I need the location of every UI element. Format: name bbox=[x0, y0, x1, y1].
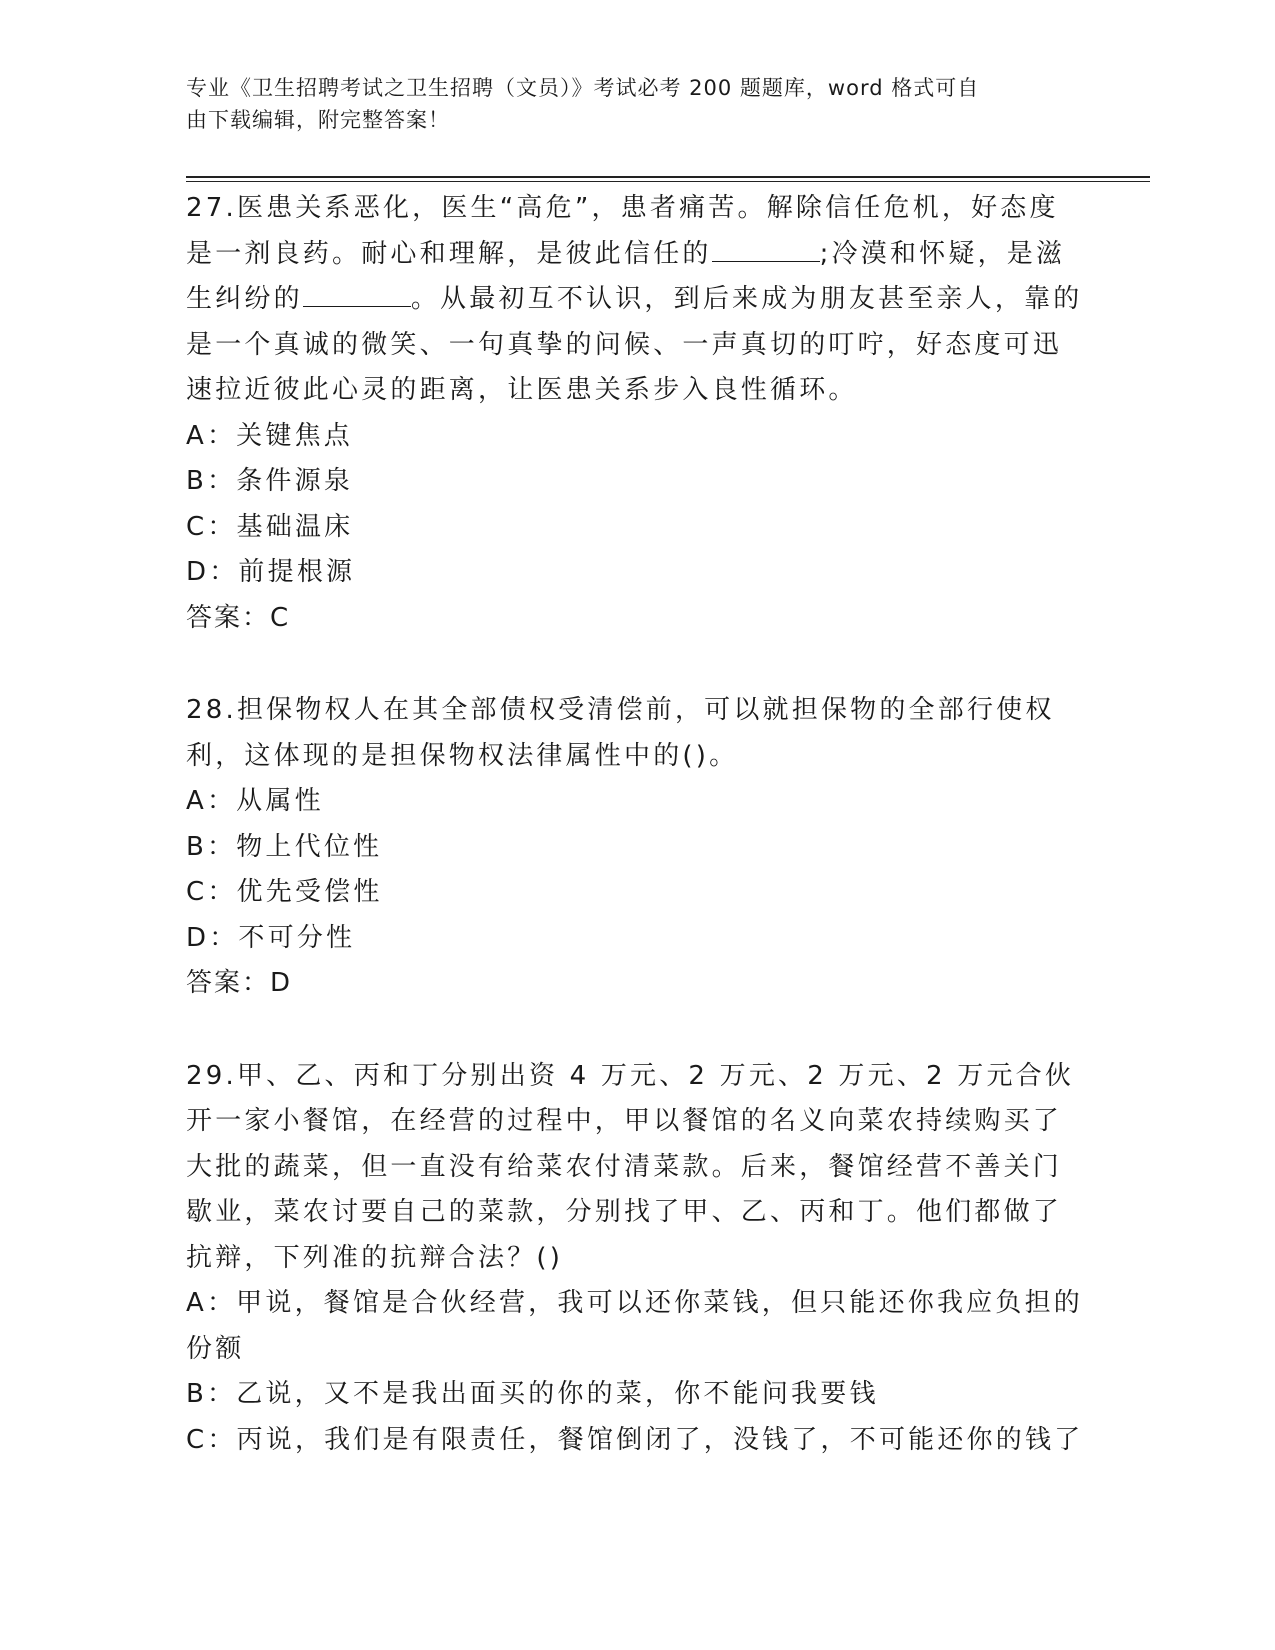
option-c: C：优先受偿性 bbox=[186, 877, 383, 907]
question-28 bbox=[186, 688, 1086, 1007]
header-rule-thick bbox=[186, 176, 1150, 178]
spacer bbox=[186, 641, 1086, 688]
spacer bbox=[186, 1007, 1086, 1054]
header-rule-thin bbox=[186, 181, 1150, 182]
option-d: D：不可分性 bbox=[186, 922, 356, 953]
answer-line: 答案：C bbox=[186, 602, 291, 633]
answer-line: 答案：D bbox=[186, 968, 293, 998]
header-line-1: 专业《卫生招聘考试之卫生招聘（文员）》考试必考 200 题题库，word 格式可自 bbox=[186, 76, 980, 100]
option-b: B：条件源泉 bbox=[186, 466, 354, 496]
question-text-part-1: 27.医患关系恶化，医生“高危”，患者痛苦。解除信任危机，好态度是一剂良药。耐心和理解，是彼此信任的 bbox=[186, 193, 1059, 269]
fill-blank-2 bbox=[303, 278, 411, 307]
option-c: C：基础温床 bbox=[186, 511, 354, 542]
question-text: 29.甲、乙、丙和丁分别出资 4 万元、2 万元、2 万元、2 万元合伙开一家小餐馆，在经营的过程中，甲以餐馆的名义向菜农持续购买了大批的蔬菜，但一直没有给菜农付清菜款。后来，餐馆经营不善关门歇业，菜农讨要自己的菜款，分别找了甲、乙、丙和丁。他们都做了抗辩，下列准的抗辩合法？() bbox=[186, 1060, 1075, 1273]
question-text-part-2: ;冷漠和怀疑，是滋生纠纷的 bbox=[186, 238, 1066, 314]
option-b: B：物上代位性 bbox=[186, 831, 383, 862]
question-text-part-3: 。从最初互不认识，到后来成为朋友甚至亲人，靠的是一个真诚的微笑、一句真挚的问候、一声真切的叮咛，好态度可迅速拉近彼此心灵的距离，让医患关系步入良性循环。 bbox=[186, 284, 1083, 405]
question-27 bbox=[186, 186, 1086, 641]
question-text bbox=[186, 186, 1086, 414]
option-a: A：甲说，餐馆是合伙经营，我可以还你菜钱，但只能还你我应负担的份额 bbox=[186, 1288, 1083, 1364]
header-line-2: 由下载编辑，附完整答案！ bbox=[186, 108, 450, 132]
option-c: C：丙说，我们是有限责任，餐馆倒闭了，没钱了，不可能还你的钱了 bbox=[186, 1424, 1084, 1455]
question-29 bbox=[186, 1054, 1086, 1464]
option-d: D：前提根源 bbox=[186, 557, 356, 587]
option-a: A：从属性 bbox=[186, 786, 324, 816]
option-a: A：关键焦点 bbox=[186, 420, 353, 451]
fill-blank-1 bbox=[712, 233, 820, 262]
question-text: 28.担保物权人在其全部债权受清偿前，可以就担保物的全部行使权利，这体现的是担保物权法律属性中的()。 bbox=[186, 695, 1055, 771]
option-b: B：乙说，又不是我出面买的你的菜，你不能问我要钱 bbox=[186, 1379, 879, 1409]
document-header bbox=[186, 72, 1066, 136]
question-list bbox=[186, 186, 1086, 1463]
